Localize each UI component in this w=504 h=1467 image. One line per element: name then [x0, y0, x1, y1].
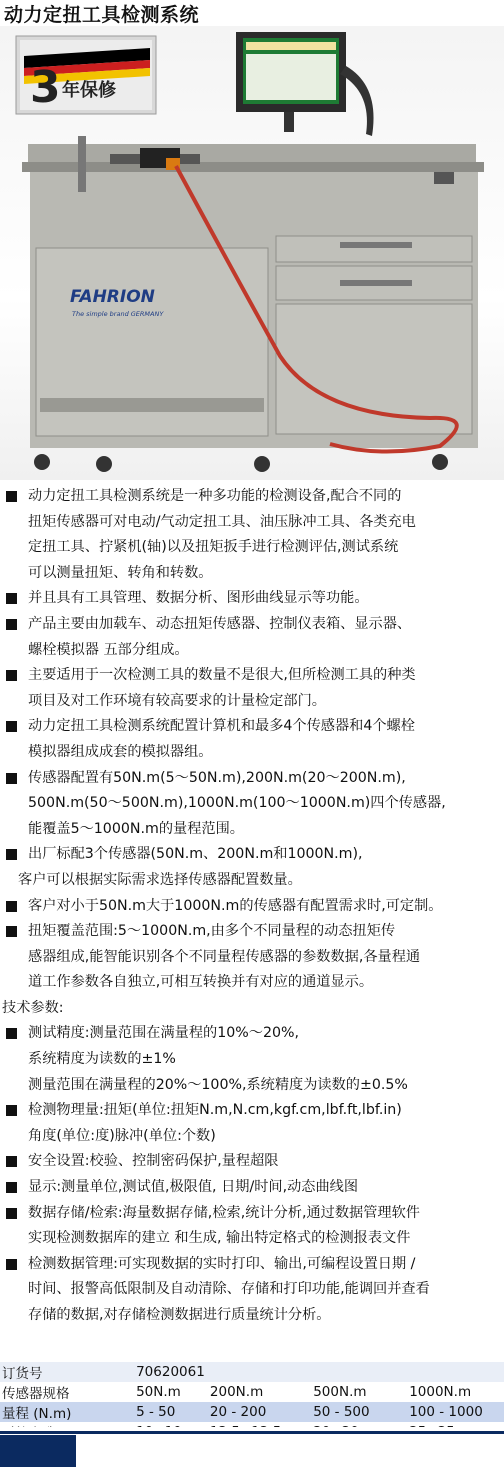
tech-item [4, 1175, 500, 1201]
spec-cell: 100 - 1000 [407, 1402, 504, 1422]
tech-line: 测试精度:测量范围在满量程的10%～20%, [28, 1025, 299, 1042]
badge-number: 3 [30, 62, 61, 113]
tech-item [4, 1021, 500, 1098]
spec-cell: 传感器规格 [0, 1382, 134, 1402]
spec-cell [407, 1362, 504, 1382]
bullet-square-icon [6, 721, 17, 732]
product-illustration [0, 26, 504, 480]
page-title: 动力定扭工具检测系统 [4, 4, 200, 26]
tech-line: 数据存储/检索:海量数据存储,检索,统计分析,通过数据管理软件 [28, 1204, 420, 1221]
warranty-badge [16, 36, 156, 114]
brand-logo: FAHRION [70, 287, 155, 307]
bullet-square-icon [6, 1156, 17, 1167]
spec-cell: 5 - 50 [134, 1402, 208, 1422]
feature-line: 螺栓模拟器 五部分组成。 [28, 641, 189, 658]
bullet-square-icon [6, 901, 17, 912]
feature-line: 扭矩覆盖范围:5～1000N.m,由多个不同量程的动态扭矩传 [28, 923, 396, 940]
tech-line: 存储的数据,对存储检测数据进行质量统计分析。 [28, 1307, 331, 1323]
spec-cell: 1000N.m [407, 1382, 504, 1402]
feature-item [4, 663, 500, 714]
spec-cell: 50 - 500 [311, 1402, 407, 1422]
tech-item [4, 1098, 500, 1149]
monitor [236, 32, 374, 152]
feature-item [4, 714, 500, 765]
spec-cell: 50N.m [134, 1382, 208, 1402]
feature-line: 出厂标配3个传感器(50N.m、200N.m和1000N.m), [28, 846, 363, 863]
tech-line: 显示:测量单位,测试值,极限值, 日期/时间,动态曲线图 [28, 1179, 359, 1196]
tech-item [4, 1149, 500, 1175]
feature-line: 动力定扭工具检测系统配置计算机和最多4个传感器和4个螺栓 [28, 718, 415, 735]
feature-line: 可以测量扭矩、转角和转数。 [28, 564, 213, 581]
bullet-square-icon [6, 593, 17, 604]
spec-cell [208, 1362, 311, 1382]
feature-line: 模拟器组成成套的模拟器组。 [28, 743, 213, 760]
bullet-square-icon [6, 773, 17, 784]
tech-item [4, 1201, 500, 1252]
bullet-square-icon [6, 1208, 17, 1219]
feature-line: 能覆盖5～1000N.m的量程范围。 [28, 820, 244, 837]
spec-cell: 量程 (N.m) [0, 1402, 134, 1422]
feature-item [4, 919, 500, 996]
tech-line: 系统精度为读数的±1% [28, 1051, 176, 1068]
feature-line: 传感器配置有50N.m(5～50N.m),200N.m(20～200N.m), [28, 769, 406, 786]
feature-line: 扭矩传感器可对电动/气动定扭工具、油压脉冲工具、各类充电 [28, 513, 416, 530]
feature-line: 感器组成,能智能识别各个不同量程传感器的参数数据,各量程通 [28, 948, 421, 965]
feature-item [4, 894, 500, 920]
feature-line: 道工作参数各自独立,可相互转换并有对应的通道显示。 [28, 974, 374, 991]
spec-cell: 200N.m [208, 1382, 311, 1402]
spec-cell [311, 1362, 407, 1382]
spec-cell: 20 - 200 [208, 1402, 311, 1422]
tech-line: 检测数据管理:可实现数据的实时打印、输出,可编程设置日期 / [28, 1255, 416, 1272]
bullet-square-icon [6, 1105, 17, 1116]
bullet-square-icon [6, 849, 17, 860]
footer-line [0, 1431, 504, 1434]
badge-text: 年保修 [62, 80, 116, 101]
spec-row [0, 1382, 504, 1402]
feature-item [4, 766, 500, 843]
tech-line: 角度(单位:度)脉冲(单位:个数) [28, 1127, 216, 1144]
footer-block [0, 1435, 76, 1467]
product-photo [0, 26, 504, 480]
feature-line: 主要适用于一次检测工具的数量不是很大,但所检测工具的种类 [28, 667, 416, 684]
feature-line: 项目及对工作环境有较高要求的计量检定部门。 [28, 692, 326, 709]
tech-item [4, 1252, 500, 1329]
bullet-square-icon [6, 1259, 17, 1270]
feature-line: 并且具有工具管理、数据分析、图形曲线显示等功能。 [28, 590, 369, 607]
feature-line: 500N.m(50～500N.m),1000N.m(100～1000N.m)四个传感器, [28, 795, 446, 812]
spec-row [0, 1402, 504, 1422]
spec-cell: 70620061 [134, 1362, 208, 1382]
feature-line: 定扭工具、拧紧机(轴)以及扭矩扳手进行检测评估,测试系统 [28, 539, 399, 556]
spec-cell: 500N.m [311, 1382, 407, 1402]
tech-line: 时间、报警高低限制及自动清除、存储和打印功能,能调回并查看 [28, 1281, 430, 1298]
bullet-square-icon [6, 1182, 17, 1193]
spec-row [0, 1362, 504, 1382]
bullet-square-icon [6, 1028, 17, 1039]
bullet-square-icon [6, 670, 17, 681]
tech-line: 测量范围在满量程的20%～100%,系统精度为读数的±0.5% [28, 1076, 408, 1093]
bullet-square-icon [6, 619, 17, 630]
feature-item [4, 612, 500, 663]
feature-item [4, 842, 500, 893]
feature-line: 动力定扭工具检测系统是一种多功能的检测设备,配合不同的 [28, 488, 402, 504]
tech-line: 检测物理量:扭矩(单位:扭矩N.m,N.cm,kgf.cm,lbf.ft,lbf.in) [28, 1102, 402, 1119]
feature-line: 客户对小于50N.m大于1000N.m的传感器有配置需求时,可定制。 [28, 897, 443, 914]
tech-line: 安全设置:校验、控制密码保护,量程超限 [28, 1153, 279, 1170]
feature-line: 客户可以根据实际需求选择传感器配置数量。 [18, 871, 302, 888]
spec-cell: 订货号 [0, 1362, 134, 1382]
feature-list [4, 484, 500, 1329]
feature-line: 产品主要由加载车、动态扭矩传感器、控制仪表箱、显示器、 [28, 615, 412, 632]
feature-item [4, 484, 500, 586]
bullet-square-icon [6, 491, 17, 502]
tech-line: 实现检测数据库的建立 和生成, 输出特定格式的检测报表文件 [28, 1230, 411, 1247]
bullet-square-icon [6, 926, 17, 937]
feature-item [4, 586, 500, 612]
tech-params-label: 技术参数: [2, 999, 64, 1016]
footer-bar [0, 1427, 504, 1467]
brand-sub: The simple brand GERMANY [72, 310, 164, 318]
